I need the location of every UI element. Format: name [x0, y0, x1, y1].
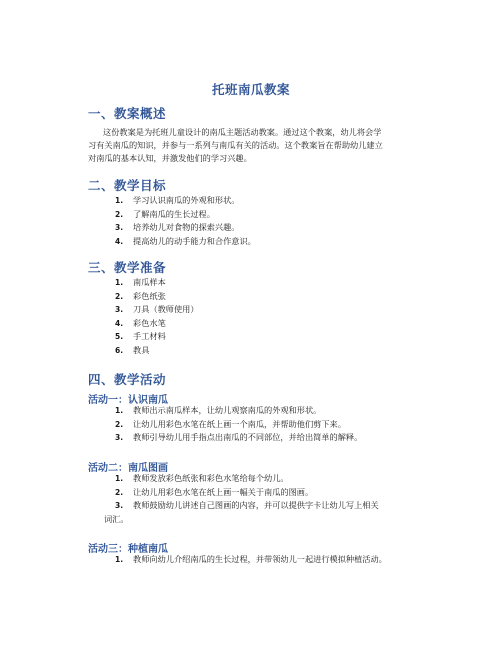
item-text-continuation: 词汇。 — [104, 513, 129, 524]
item-number: 1. — [115, 278, 124, 287]
item-number: 4. — [115, 318, 124, 328]
item-number: 1. — [115, 474, 124, 483]
activity1-heading: 活动一：认识南瓜 — [88, 395, 168, 406]
overview-paragraph — [88, 126, 428, 165]
section-prep-heading: 三、教学准备 — [88, 260, 167, 275]
item-text: 刀具（教师使用） — [133, 304, 199, 314]
item-number: 2. — [115, 487, 124, 497]
overview-line: 习有关南瓜的知识，并参与一系列与南瓜有关的活动。这个教案旨在帮助幼儿建立 — [88, 140, 383, 150]
item-number: 1. — [115, 406, 124, 415]
item-number: 1. — [115, 555, 124, 564]
activity2-heading: 活动二：南瓜图画 — [88, 463, 168, 474]
item-text: 教具 — [133, 344, 150, 355]
item-text: 教师发放彩色纸张和彩色水笔给每个幼儿。 — [133, 473, 289, 483]
document-title: 托班南瓜教案 — [211, 82, 290, 97]
overview-line: 这份教案是为托班儿童设计的南瓜主题活动教案。通过这个教案，幼儿将会学 — [103, 127, 382, 137]
item-number: 2. — [115, 209, 124, 219]
item-text: 教师鼓励幼儿讲述自己图画的内容，并可以提供字卡让幼儿写上相关 — [133, 500, 379, 510]
section-activities-heading: 四、教学活动 — [88, 372, 167, 387]
section-overview-heading: 一、教案概述 — [88, 106, 167, 121]
item-text: 教师向幼儿介绍南瓜的生长过程，并带领幼儿一起进行模拟种植活动。 — [133, 554, 387, 564]
item-number: 5. — [115, 332, 124, 341]
item-text: 让幼儿用彩色水笔在纸上画一幅关于南瓜的图画。 — [133, 486, 314, 497]
item-text: 学习认识南瓜的外观和形状。 — [133, 195, 240, 205]
item-number: 3. — [115, 501, 124, 510]
item-text: 提高幼儿的动手能力和合作意识。 — [133, 235, 256, 246]
item-text: 教师引导幼儿用手指点出南瓜的不同部位，并给出简单的解释。 — [133, 432, 363, 442]
item-text: 教师出示南瓜样本，让幼儿观察南瓜的外观和形状。 — [133, 405, 322, 415]
item-number: 6. — [115, 345, 124, 355]
activity3-heading: 活动三：种植南瓜 — [88, 544, 168, 555]
item-text: 彩色水笔 — [133, 317, 166, 328]
item-text: 彩色纸张 — [133, 290, 166, 301]
item-number: 2. — [115, 291, 124, 301]
item-text: 南瓜样本 — [133, 277, 166, 287]
item-number: 3. — [115, 223, 124, 232]
overview-line: 对南瓜的基本认知，并激发他们的学习兴趣。 — [88, 153, 252, 163]
item-number: 2. — [115, 419, 124, 429]
item-number: 4. — [115, 236, 124, 246]
item-text: 让幼儿用彩色水笔在纸上画一个南瓜，并帮助他们剪下来。 — [133, 418, 346, 429]
item-number: 3. — [115, 305, 124, 314]
item-text: 手工材料 — [133, 331, 166, 341]
item-number: 3. — [115, 433, 124, 442]
item-text: 培养幼儿对食物的探索兴趣。 — [133, 222, 240, 232]
item-text: 了解南瓜的生长过程。 — [133, 208, 215, 219]
item-number: 1. — [115, 196, 124, 205]
section-goals-heading: 二、教学目标 — [88, 178, 167, 193]
